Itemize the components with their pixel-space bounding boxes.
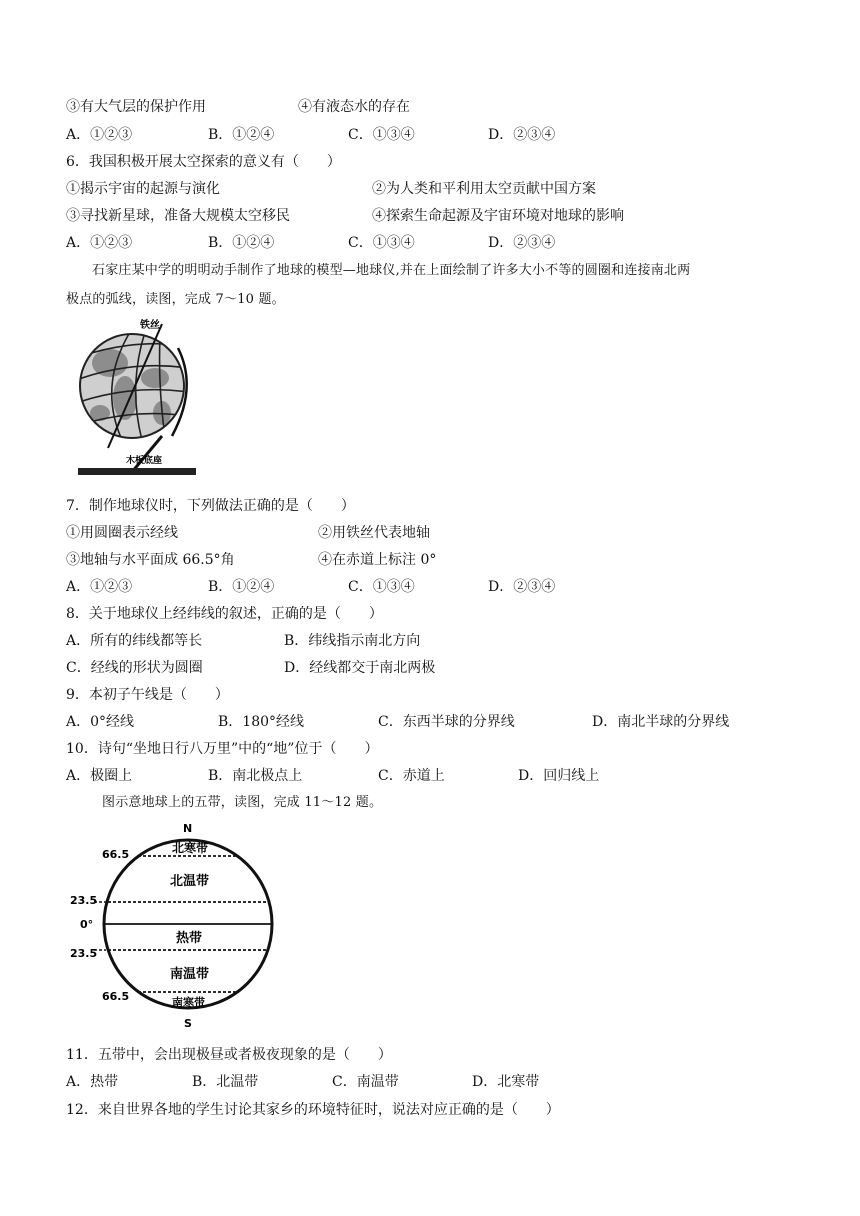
q5-choice-a: A．①②③	[66, 127, 133, 143]
q7-choice-a: A．①②③	[66, 579, 133, 595]
lat-equator: 0°	[80, 918, 94, 931]
q9-stem: 9．本初子午线是（ ）	[66, 687, 229, 703]
q6-stem: 6．我国积极开展太空探索的意义有（ ）	[66, 154, 341, 170]
q8-choice-a: A．所有的纬线都等长	[66, 633, 203, 649]
q11-choice-d: D．北寒带	[472, 1074, 540, 1090]
south-label: S	[184, 1017, 192, 1030]
label-base: 木板底座	[126, 456, 163, 466]
q7-option-4: ④在赤道上标注 0°	[318, 552, 437, 568]
q9-choice-d: D．南北半球的分界线	[592, 714, 730, 730]
zone-north-frigid: 北寒带	[172, 841, 209, 855]
q10-choice-a: A．极圈上	[66, 768, 133, 784]
q10-choice-c: C．赤道上	[378, 768, 445, 784]
q9-choice-b: B．180°经线	[218, 714, 305, 730]
lat-23-5-north: 23.5	[70, 894, 98, 907]
q6-option-4: ④探索生命起源及宇宙环境对地球的影响	[372, 208, 624, 224]
zone-north-temperate: 北温带	[170, 874, 210, 889]
q6-option-2: ②为人类和平利用太空贡献中国方案	[372, 181, 596, 197]
lat-66-5-north: 66.5	[102, 848, 130, 861]
q8-stem: 8．关于地球仪上经纬线的叙述，正确的是（ ）	[66, 606, 383, 622]
q7-option-3: ③地轴与水平面成 66.5°角	[66, 552, 235, 568]
q7-stem: 7．制作地球仪时，下列做法正确的是（ ）	[66, 498, 355, 514]
globe-model-figure	[70, 318, 200, 484]
intro-11-12: 图示意地球上的五带，读图，完成 11～12 题。	[102, 795, 383, 810]
q7-option-1: ①用圆圈表示经线	[66, 525, 178, 541]
q6-choice-d: D．②③④	[488, 235, 556, 251]
q6-option-3: ③寻找新星球，准备大规模太空移民	[66, 208, 290, 224]
zone-south-frigid: 南寒带	[172, 996, 205, 1009]
q9-choice-a: A．0°经线	[66, 714, 135, 730]
q10-stem: 10．诗句“坐地日行八万里”中的“地”位于（ ）	[66, 741, 379, 757]
q7-choice-b: B．①②④	[208, 579, 275, 595]
q11-stem: 11．五带中，会出现极昼或者极夜现象的是（ ）	[66, 1047, 392, 1063]
q12-stem: 12．来自世界各地的学生讨论其家乡的环境特征时，说法对应正确的是（ ）	[66, 1102, 560, 1118]
q11-choice-a: A．热带	[66, 1074, 119, 1090]
zone-tropical: 热带	[176, 931, 203, 946]
q5-option-4: ④有液态水的存在	[298, 99, 410, 115]
q6-choice-c: C．①③④	[348, 235, 415, 251]
q6-choice-b: B．①②④	[208, 235, 275, 251]
q6-choice-a: A．①②③	[66, 235, 133, 251]
q7-choice-d: D．②③④	[488, 579, 556, 595]
q8-choice-b: B．纬线指示南北方向	[284, 633, 421, 649]
q7-choice-c: C．①③④	[348, 579, 415, 595]
intro-7-10-line2: 极点的弧线，读图，完成 7～10 题。	[66, 292, 285, 307]
q8-choice-c: C．经线的形状为圆圈	[66, 660, 203, 676]
intro-7-10-line1: 石家庄某中学的明明动手制作了地球的模型—地球仪,并在上面绘制了许多大小不等的圆圈和连接南北两	[92, 263, 691, 278]
q5-option-3: ③有大气层的保护作用	[66, 99, 206, 115]
q6-option-1: ①揭示宇宙的起源与演化	[66, 181, 220, 197]
zone-south-temperate: 南温带	[170, 967, 210, 982]
north-label: N	[183, 822, 193, 835]
q7-option-2: ②用铁丝代表地轴	[318, 525, 430, 541]
five-zones-figure	[68, 818, 288, 1030]
q10-choice-d: D．回归线上	[518, 768, 600, 784]
q5-choice-d: D．②③④	[488, 127, 556, 143]
globe-wooden-base	[78, 468, 196, 475]
q9-choice-c: C．东西半球的分界线	[378, 714, 515, 730]
q11-choice-c: C．南温带	[332, 1074, 399, 1090]
q10-choice-b: B．南北极点上	[208, 768, 303, 784]
q5-choice-b: B．①②④	[208, 127, 275, 143]
q5-choice-c: C．①③④	[348, 127, 415, 143]
lat-66-5-south: 66.5	[102, 990, 130, 1003]
lat-23-5-south: 23.5	[70, 947, 98, 960]
label-wire: 铁丝	[140, 320, 160, 331]
q8-choice-d: D．经线都交于南北两极	[284, 660, 436, 676]
q11-choice-b: B．北温带	[192, 1074, 259, 1090]
